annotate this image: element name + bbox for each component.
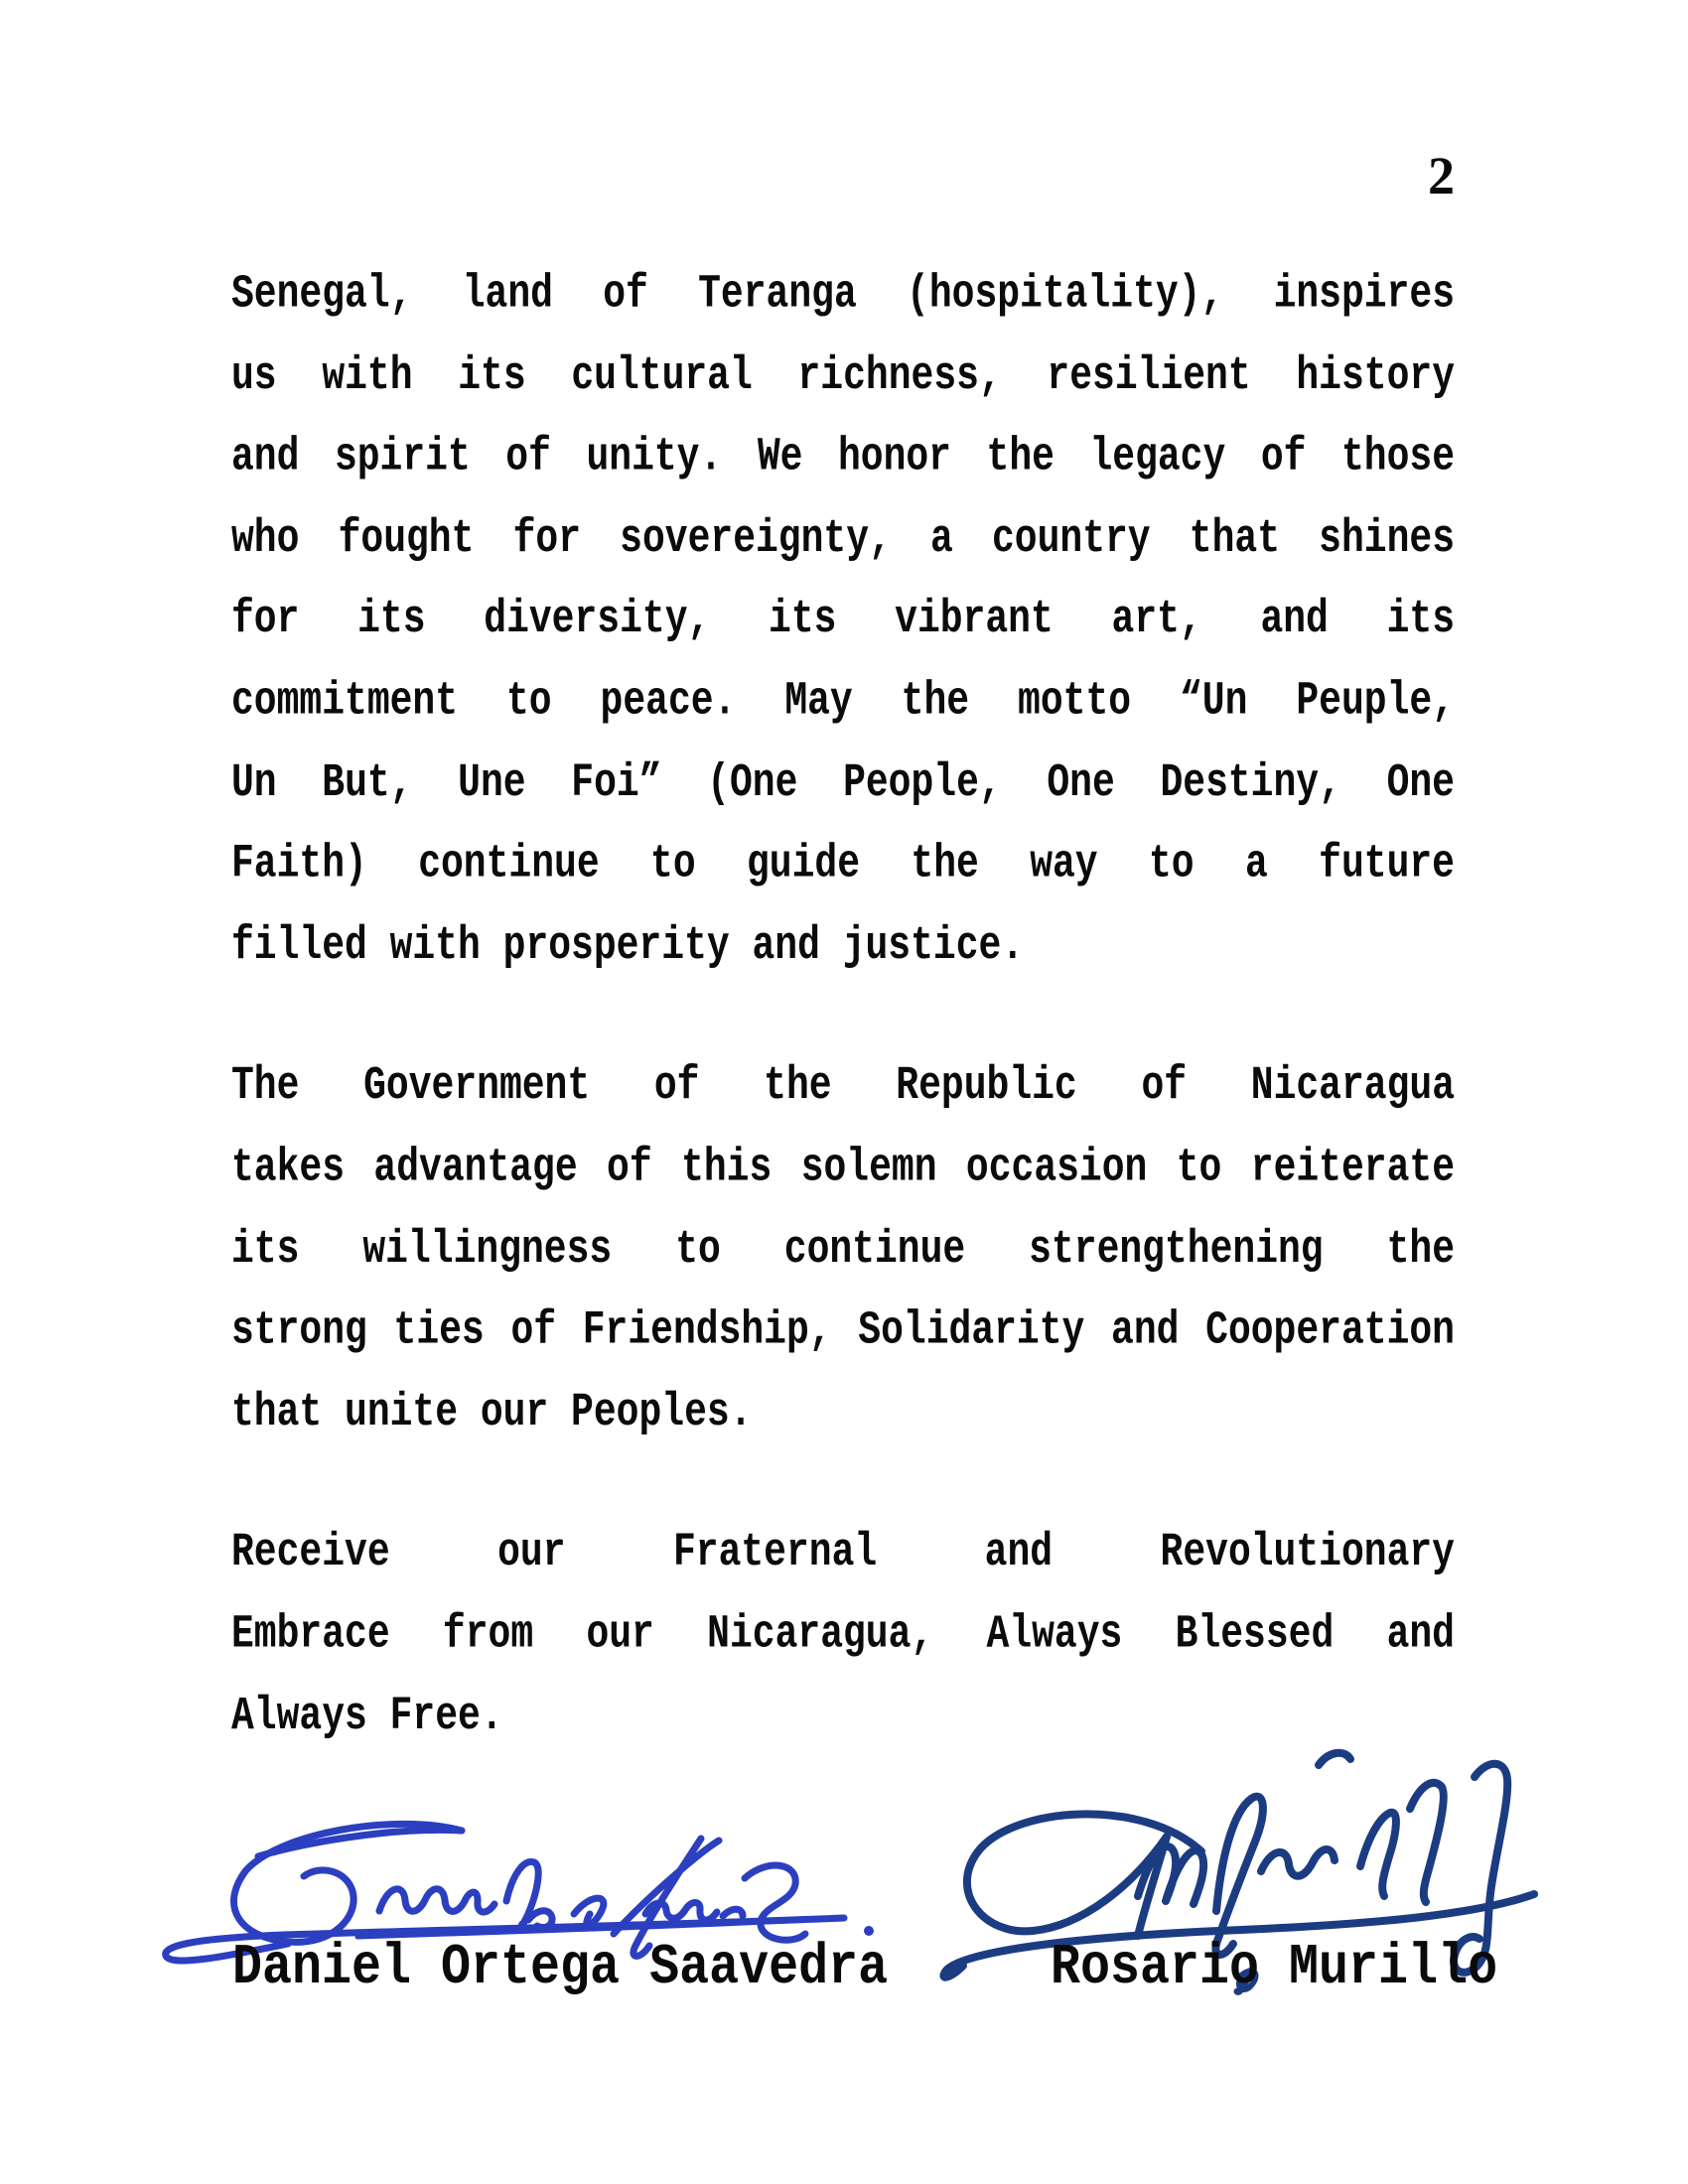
paragraph	[231, 1046, 1455, 1453]
text-line: The Government of the Republic of Nicaragua	[231, 1059, 1455, 1114]
text-line: Faith) continue to guide the way to a future	[231, 837, 1455, 891]
text-line: Un But, Une Foi” (One People, One Destiny, One	[231, 755, 1455, 810]
text-line: and spirit of unity. We honor the legacy of those	[231, 430, 1455, 484]
signatory-name-daniel-ortega: Daniel Ortega Saavedra	[232, 1936, 889, 2001]
text-line: that unite our Peoples.	[231, 1385, 753, 1439]
text-line: Senegal, land of Teranga (hospitality), inspires	[231, 267, 1455, 322]
signatory-name-rosario-murillo: Rosario Murillo	[1051, 1936, 1498, 2001]
page-number: 2	[1428, 146, 1455, 205]
text-line: filled with prosperity and justice.	[231, 918, 1025, 973]
text-line: Always Free.	[231, 1689, 503, 1743]
text-line: Embrace from our Nicaragua, Always Blessed and	[231, 1607, 1455, 1662]
paragraph	[231, 254, 1455, 987]
text-line: strong ties of Friendship, Solidarity and Cooperation	[231, 1303, 1455, 1358]
text-line: takes advantage of this solemn occasion to reiterate	[231, 1141, 1455, 1195]
text-line: us with its cultural richness, resilient history	[231, 348, 1455, 403]
text-line: Receive our Fraternal and Revolutionary	[231, 1526, 1455, 1580]
text-line: who fought for sovereignty, a country that shines	[231, 511, 1455, 566]
text-line: commitment to peace. May the motto “Un Peuple,	[231, 674, 1455, 729]
letter-body	[231, 254, 1455, 1817]
text-line: for its diversity, its vibrant art, and its	[231, 593, 1455, 647]
paragraph	[231, 1513, 1455, 1757]
text-line: its willingness to continue strengthening the	[231, 1222, 1455, 1277]
